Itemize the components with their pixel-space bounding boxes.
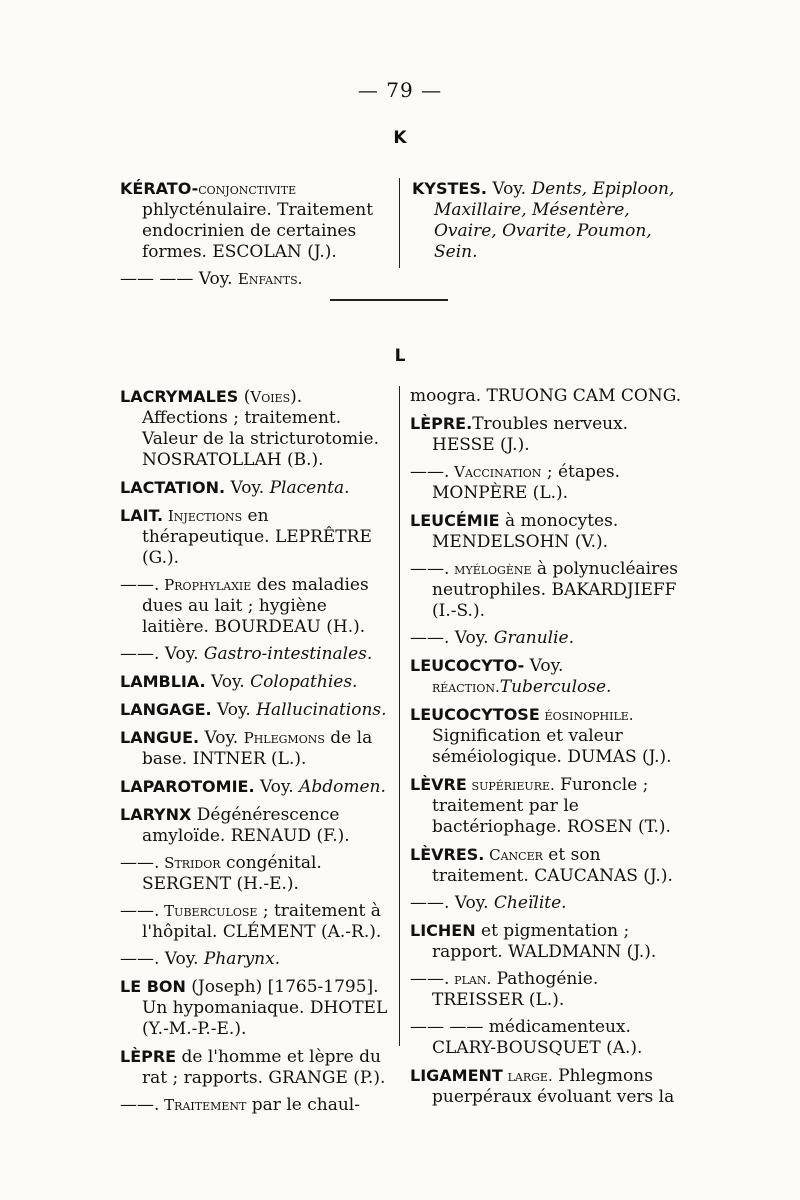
entry-text: Voy.: [449, 628, 494, 648]
index-entry: [410, 774, 682, 838]
entry-text: congénital. SERGENT (H.-E.).: [142, 853, 322, 894]
index-entry: [410, 844, 682, 887]
entry-repeat-dash: —— ——: [120, 269, 194, 289]
index-entry: [120, 671, 390, 693]
section-letter-l: L: [394, 346, 406, 366]
entry-headword: LÈPRE: [120, 1047, 177, 1066]
section-k-left-column: [120, 178, 388, 296]
entry-cross-reference: Colopathies.: [250, 672, 358, 692]
entry-repeat-dash: ——.: [410, 462, 450, 482]
column-divider-k: [399, 178, 400, 268]
index-entry: [410, 920, 682, 963]
entry-cross-reference: Placenta.: [269, 478, 350, 498]
entry-subheading: Tuberculose: [159, 902, 258, 920]
index-entry: [410, 386, 682, 407]
index-entry: [410, 655, 682, 698]
entry-cross-reference: Gastro-intestinales.: [203, 644, 373, 664]
index-entry: [120, 727, 390, 770]
entry-subheading: Vaccination: [449, 463, 542, 481]
entry-subheading: Prophylaxie: [159, 576, 252, 594]
section-l-right-column: [410, 386, 682, 1114]
index-entry: [120, 505, 390, 569]
entry-cross-reference: Abdomen.: [299, 777, 386, 797]
entry-text: (Joseph) [1765-1795]. Un hypomaniaque. DHOTEL (Y.-M.-P.-E.).: [142, 977, 388, 1039]
entry-repeat-dash: ——.: [410, 893, 450, 913]
index-entry: [410, 893, 682, 914]
entry-cross-reference: Tuberculose.: [499, 677, 612, 697]
section-letter-k: K: [393, 128, 407, 148]
entry-text: et pigmentation ; rapport. WALDMANN (J.).: [432, 921, 657, 962]
entry-subheading: plan.: [449, 970, 492, 988]
entry-subheading: Phlegmons: [243, 729, 325, 747]
entry-cross-reference: Pharynx.: [203, 949, 281, 969]
index-entry: [410, 969, 682, 1011]
entry-headword: KÉRATO-: [120, 179, 199, 198]
entry-text: Voy.: [254, 777, 300, 797]
entry-repeat-dash: —— ——: [410, 1017, 484, 1037]
entry-repeat-dash: ——.: [120, 1095, 160, 1115]
entry-headword: LÈVRES.: [410, 845, 485, 864]
entry-repeat-dash: ——.: [410, 969, 450, 989]
index-entry: [120, 1095, 390, 1116]
entry-repeat-dash: ——.: [120, 853, 160, 873]
index-entry: [120, 477, 390, 499]
entry-subheading: large.: [502, 1067, 553, 1085]
index-entry: [120, 776, 390, 798]
entry-subheading: Traitement: [159, 1096, 247, 1114]
section-l-left-column: [120, 386, 390, 1122]
entry-headword: LIGAMENT: [410, 1066, 503, 1085]
entry-repeat-dash: ——.: [120, 901, 160, 921]
entry-cross-reference: Dents, Epiploon, Maxillaire, Mésentère, Ovaire, Ovarite, Poumon, Sein.: [434, 179, 675, 262]
entry-repeat-dash: ——.: [120, 575, 160, 595]
entry-subheading: conjonctivite: [198, 180, 297, 198]
entry-headword: LACRYMALES: [120, 387, 239, 406]
index-entry: [410, 628, 682, 649]
page-number: — 79 —: [357, 78, 443, 102]
entry-text: Troubles nerveux. HESSE (J.).: [432, 414, 629, 455]
index-entry: [120, 853, 390, 895]
index-entry: [120, 901, 390, 943]
entry-cross-reference: Hallucinations.: [256, 700, 387, 720]
entry-text: Voy.: [449, 893, 494, 913]
index-entry: [410, 462, 682, 504]
entry-headword: LAPAROTOMIE.: [120, 777, 255, 796]
entry-text: Dégénérescence amyloïde. RENAUD (F.).: [142, 805, 350, 846]
index-entry: [410, 510, 682, 553]
index-entry: [410, 1065, 682, 1108]
entry-subheading: Injections: [163, 507, 243, 525]
entry-headword: LANGUE.: [120, 728, 200, 747]
entry-text: de l'homme et lèpre du rat ; rapports. GRANGE (P.).: [142, 1047, 386, 1088]
index-entry: [120, 178, 388, 263]
entry-cross-reference: Granulie.: [493, 628, 574, 648]
index-entry: [120, 976, 390, 1040]
entry-text: des maladies dues au lait ; hygiène laitière. BOURDEAU (H.).: [142, 575, 369, 637]
entry-text: Voy.: [205, 672, 251, 692]
entry-repeat-dash: ——.: [120, 949, 160, 969]
entry-text: Voy.: [159, 644, 204, 664]
index-entry: [410, 559, 682, 622]
entry-headword: LÈVRE: [410, 775, 467, 794]
index-entry: [120, 699, 390, 721]
entry-headword: LAIT.: [120, 506, 164, 525]
entry-text: phlycténulaire. Traitement endocrinien de certaines formes. ESCOLAN (J.).: [142, 200, 374, 262]
entry-headword: LEUCOCYTOSE: [410, 705, 540, 724]
entry-repeat-dash: ——.: [120, 644, 160, 664]
entry-text: Voy.: [159, 949, 204, 969]
entry-headword: LÈPRE.: [410, 414, 473, 433]
entry-headword: LACTATION.: [120, 478, 226, 497]
entry-text: Pathogénie. TREISSER (L.).: [432, 969, 599, 1010]
entry-subheading: myélogène: [449, 560, 532, 578]
column-divider-l: [399, 386, 400, 1046]
index-entry: [120, 804, 390, 847]
index-entry: [120, 1046, 390, 1089]
index-entry: [410, 704, 682, 768]
entry-text: ; étapes. MONPÈRE (L.).: [432, 462, 621, 503]
entry-text: Voy.: [486, 179, 532, 199]
section-separator-rule: [330, 299, 448, 301]
entry-text: Voy.: [524, 656, 564, 676]
entry-text: ). Affections ; traitement. Valeur de la stricturotomie. NOSRATOLLAH (B.).: [142, 387, 380, 470]
entry-text: ; traitement à l'hôpital. CLÉMENT (A.-R.).: [142, 901, 382, 942]
entry-text: médicamenteux. CLARY-BOUSQUET (A.).: [432, 1017, 643, 1058]
entry-repeat-dash: ——.: [410, 628, 450, 648]
entry-text: (: [238, 387, 251, 407]
entry-text: Phlegmons puerpéraux évoluant vers la: [432, 1066, 675, 1107]
index-entry: [410, 1017, 682, 1059]
index-entry: [120, 644, 390, 665]
entry-subheading: éosinophile.: [539, 706, 634, 724]
index-entry: [120, 949, 390, 970]
entry-text: Voy.: [199, 728, 244, 748]
entry-headword: LE BON: [120, 977, 186, 996]
entry-text: Voy.: [211, 700, 257, 720]
entry-text: à monocytes. MENDELSOHN (V.).: [432, 511, 619, 552]
index-entry: [412, 178, 682, 263]
entry-text: à polynucléaires neutrophiles. BAKARDJIEFF (I.-S.).: [432, 559, 679, 621]
entry-continuation: moogra. TRUONG CAM CONG.: [410, 386, 682, 406]
entry-subheading: Voies: [250, 388, 291, 406]
entry-text: Voy.: [225, 478, 270, 498]
entry-text: en thérapeutique. LEPRÊTRE (G.).: [142, 506, 372, 568]
entry-headword: LARYNX: [120, 805, 192, 824]
entry-cross-reference: Enfants.: [237, 270, 303, 288]
entry-headword: LEUCOCYTO-: [410, 656, 525, 675]
entry-subheading: supérieure.: [466, 776, 555, 794]
index-entry: [120, 269, 388, 290]
entry-cross-reference: Cheïlite.: [493, 893, 567, 913]
entry-headword: LEUCÉMIE: [410, 511, 500, 530]
entry-text: Signification et valeur séméiologique. DUMAS (J.).: [432, 726, 672, 767]
section-k-right-column: [412, 178, 682, 269]
entry-subheading: Stridor: [159, 854, 221, 872]
entry-headword: LICHEN: [410, 921, 476, 940]
entry-headword: KYSTES.: [412, 179, 487, 198]
index-entry: [410, 413, 682, 456]
index-entry: [120, 575, 390, 638]
entry-repeat-dash: ——.: [410, 559, 450, 579]
entry-text: Voy.: [193, 269, 238, 289]
entry-text: de la base. INTNER (L.).: [142, 728, 373, 769]
entry-headword: LAMBLIA.: [120, 672, 206, 691]
entry-text: Furoncle ; traitement par le bactériophage. ROSEN (T.).: [432, 775, 671, 837]
entry-subheading: réaction.: [432, 678, 500, 696]
entry-headword: LANGAGE.: [120, 700, 212, 719]
entry-text: et son traitement. CAUCANAS (J.).: [432, 845, 673, 886]
entry-text: par le chaul-: [246, 1095, 360, 1115]
index-entry: [120, 386, 390, 471]
entry-subheading: Cancer: [484, 846, 543, 864]
